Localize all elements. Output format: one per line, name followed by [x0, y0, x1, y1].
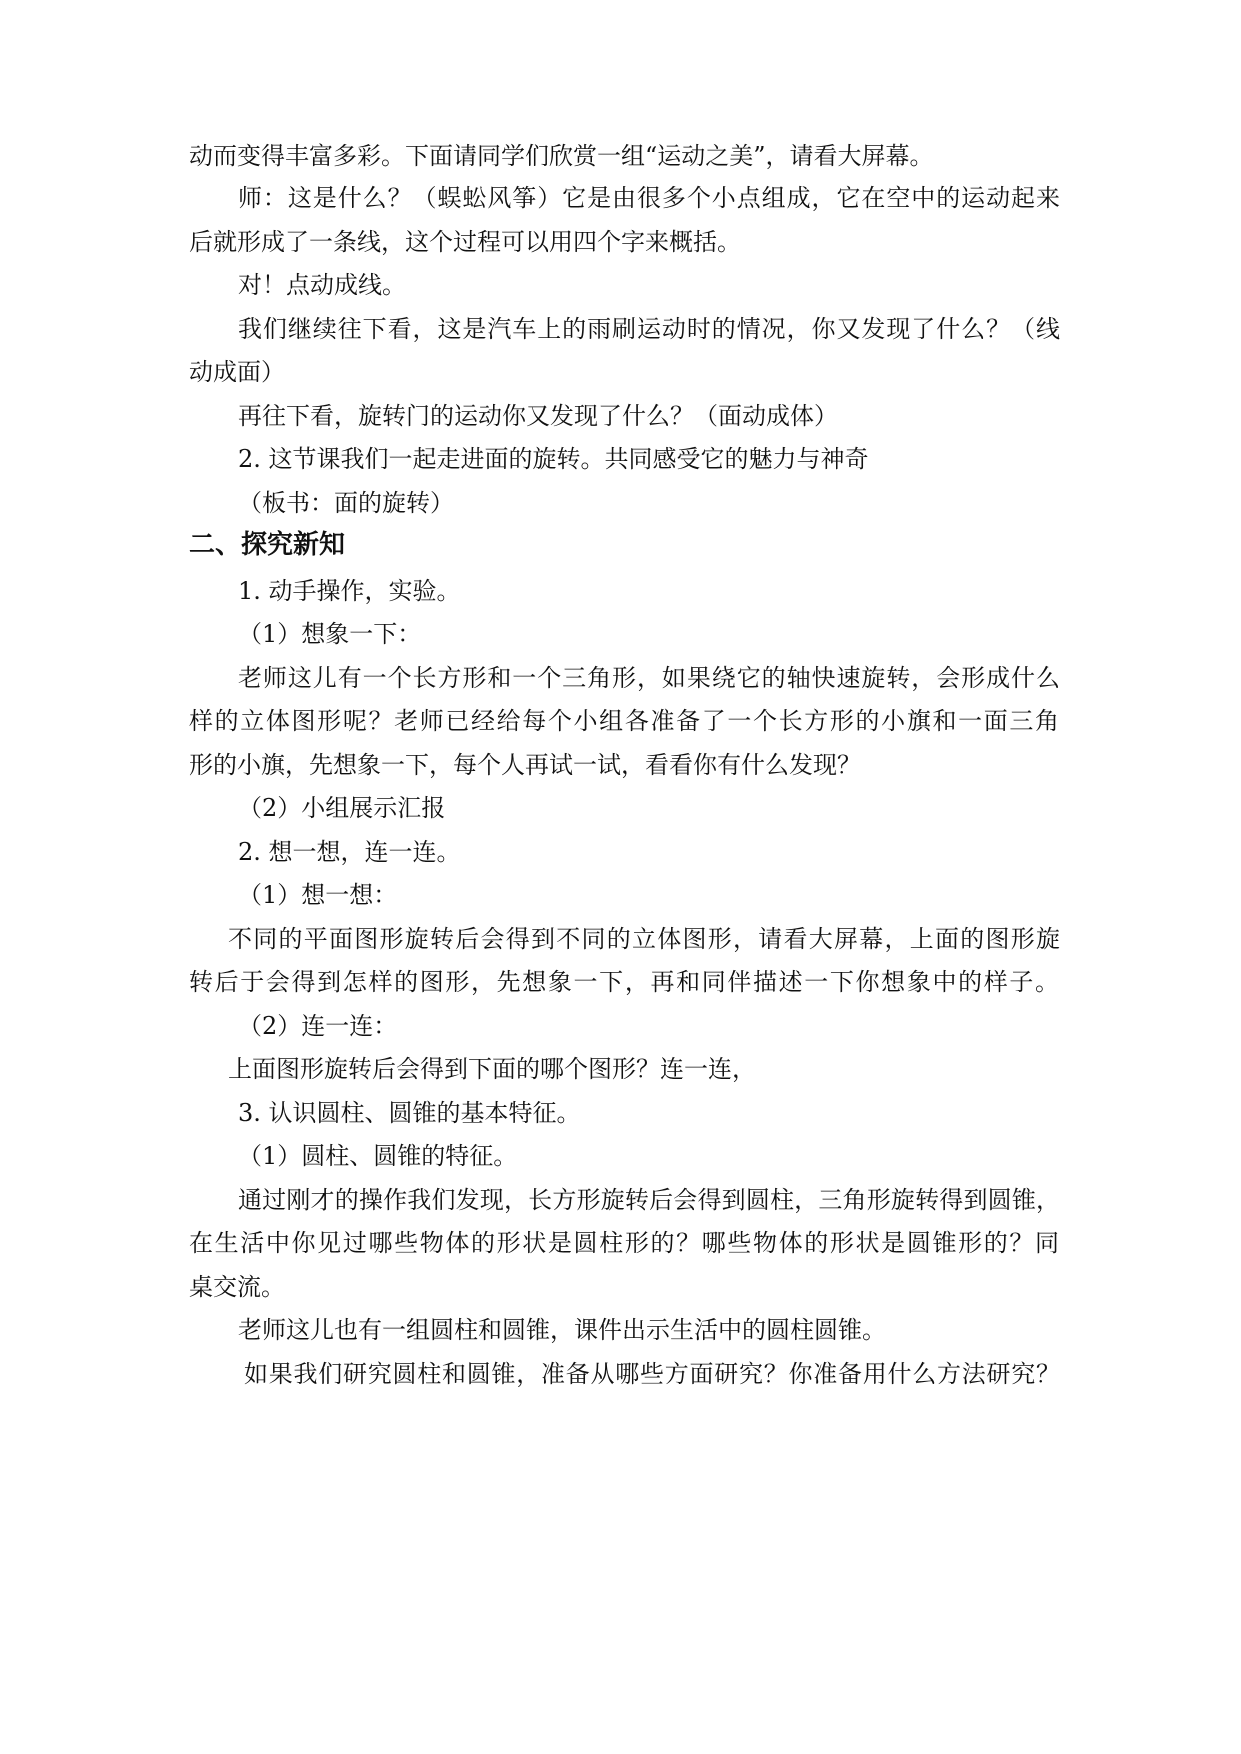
paragraph-line: 再往下看，旋转门的运动你又发现了什么？（面动成体） [238, 402, 838, 430]
paragraph-line: 动成面） [189, 358, 285, 386]
paragraph-line: 转后于会得到怎样的图形，先想象一下，再和同伴描述一下你想象中的样子。 [189, 968, 1059, 996]
paragraph-line: 后就形成了一条线，这个过程可以用四个字来概括。 [189, 228, 741, 256]
paragraph-line: 在生活中你见过哪些物体的形状是圆柱形的？哪些物体的形状是圆锥形的？同 [189, 1229, 1059, 1257]
paragraph-line: （板书：面的旋转） [238, 489, 454, 517]
paragraph-line: 对！点动成线。 [238, 271, 406, 299]
paragraph-line: 上面图形旋转后会得到下面的哪个图形？连一连， [228, 1055, 756, 1083]
paragraph-line: 2. 这节课我们一起走进面的旋转。共同感受它的魅力与神奇 [238, 445, 869, 473]
paragraph-line: 样的立体图形呢？老师已经给每个小组各准备了一个长方形的小旗和一面三角 [189, 707, 1059, 735]
paragraph-line: （2）小组展示汇报 [238, 794, 446, 822]
section-heading: 二、探究新知 [189, 530, 346, 560]
paragraph-line: （2）连一连： [238, 1012, 398, 1040]
paragraph-line: 如果我们研究圆柱和圆锥，准备从哪些方面研究？你准备用什么方法研究？ [244, 1360, 1060, 1388]
paragraph-line: 不同的平面图形旋转后会得到不同的立体图形，请看大屏幕，上面的图形旋 [228, 925, 1060, 953]
paragraph-line: （1）想一想： [238, 881, 398, 909]
paragraph-line: 2. 想一想，连一连。 [238, 838, 461, 866]
paragraph-line: 老师这儿也有一组圆柱和圆锥，课件出示生活中的圆柱圆锥。 [238, 1316, 886, 1344]
paragraph-line: 动而变得丰富多彩。下面请同学们欣赏一组“运动之美”，请看大屏幕。 [189, 142, 934, 170]
paragraph-line: （1）想象一下： [238, 620, 422, 648]
paragraph-line: 师：这是什么？（蜈蚣风筝）它是由很多个小点组成，它在空中的运动起来 [238, 184, 1060, 212]
paragraph-line: 1. 动手操作，实验。 [238, 577, 461, 605]
paragraph-line: 3. 认识圆柱、圆锥的基本特征。 [238, 1099, 581, 1127]
paragraph-line: 我们继续往下看，这是汽车上的雨刷运动时的情况，你又发现了什么？（线 [238, 315, 1060, 343]
paragraph-line: 老师这儿有一个长方形和一个三角形，如果绕它的轴快速旋转，会形成什么 [238, 664, 1060, 692]
paragraph-line: （1）圆柱、圆锥的特征。 [238, 1142, 518, 1170]
paragraph-line: 桌交流。 [189, 1273, 285, 1301]
paragraph-line: 通过刚才的操作我们发现，长方形旋转后会得到圆柱，三角形旋转得到圆锥， [238, 1186, 1060, 1214]
paragraph-line: 形的小旗，先想象一下，每个人再试一试，看看你有什么发现？ [189, 751, 861, 779]
